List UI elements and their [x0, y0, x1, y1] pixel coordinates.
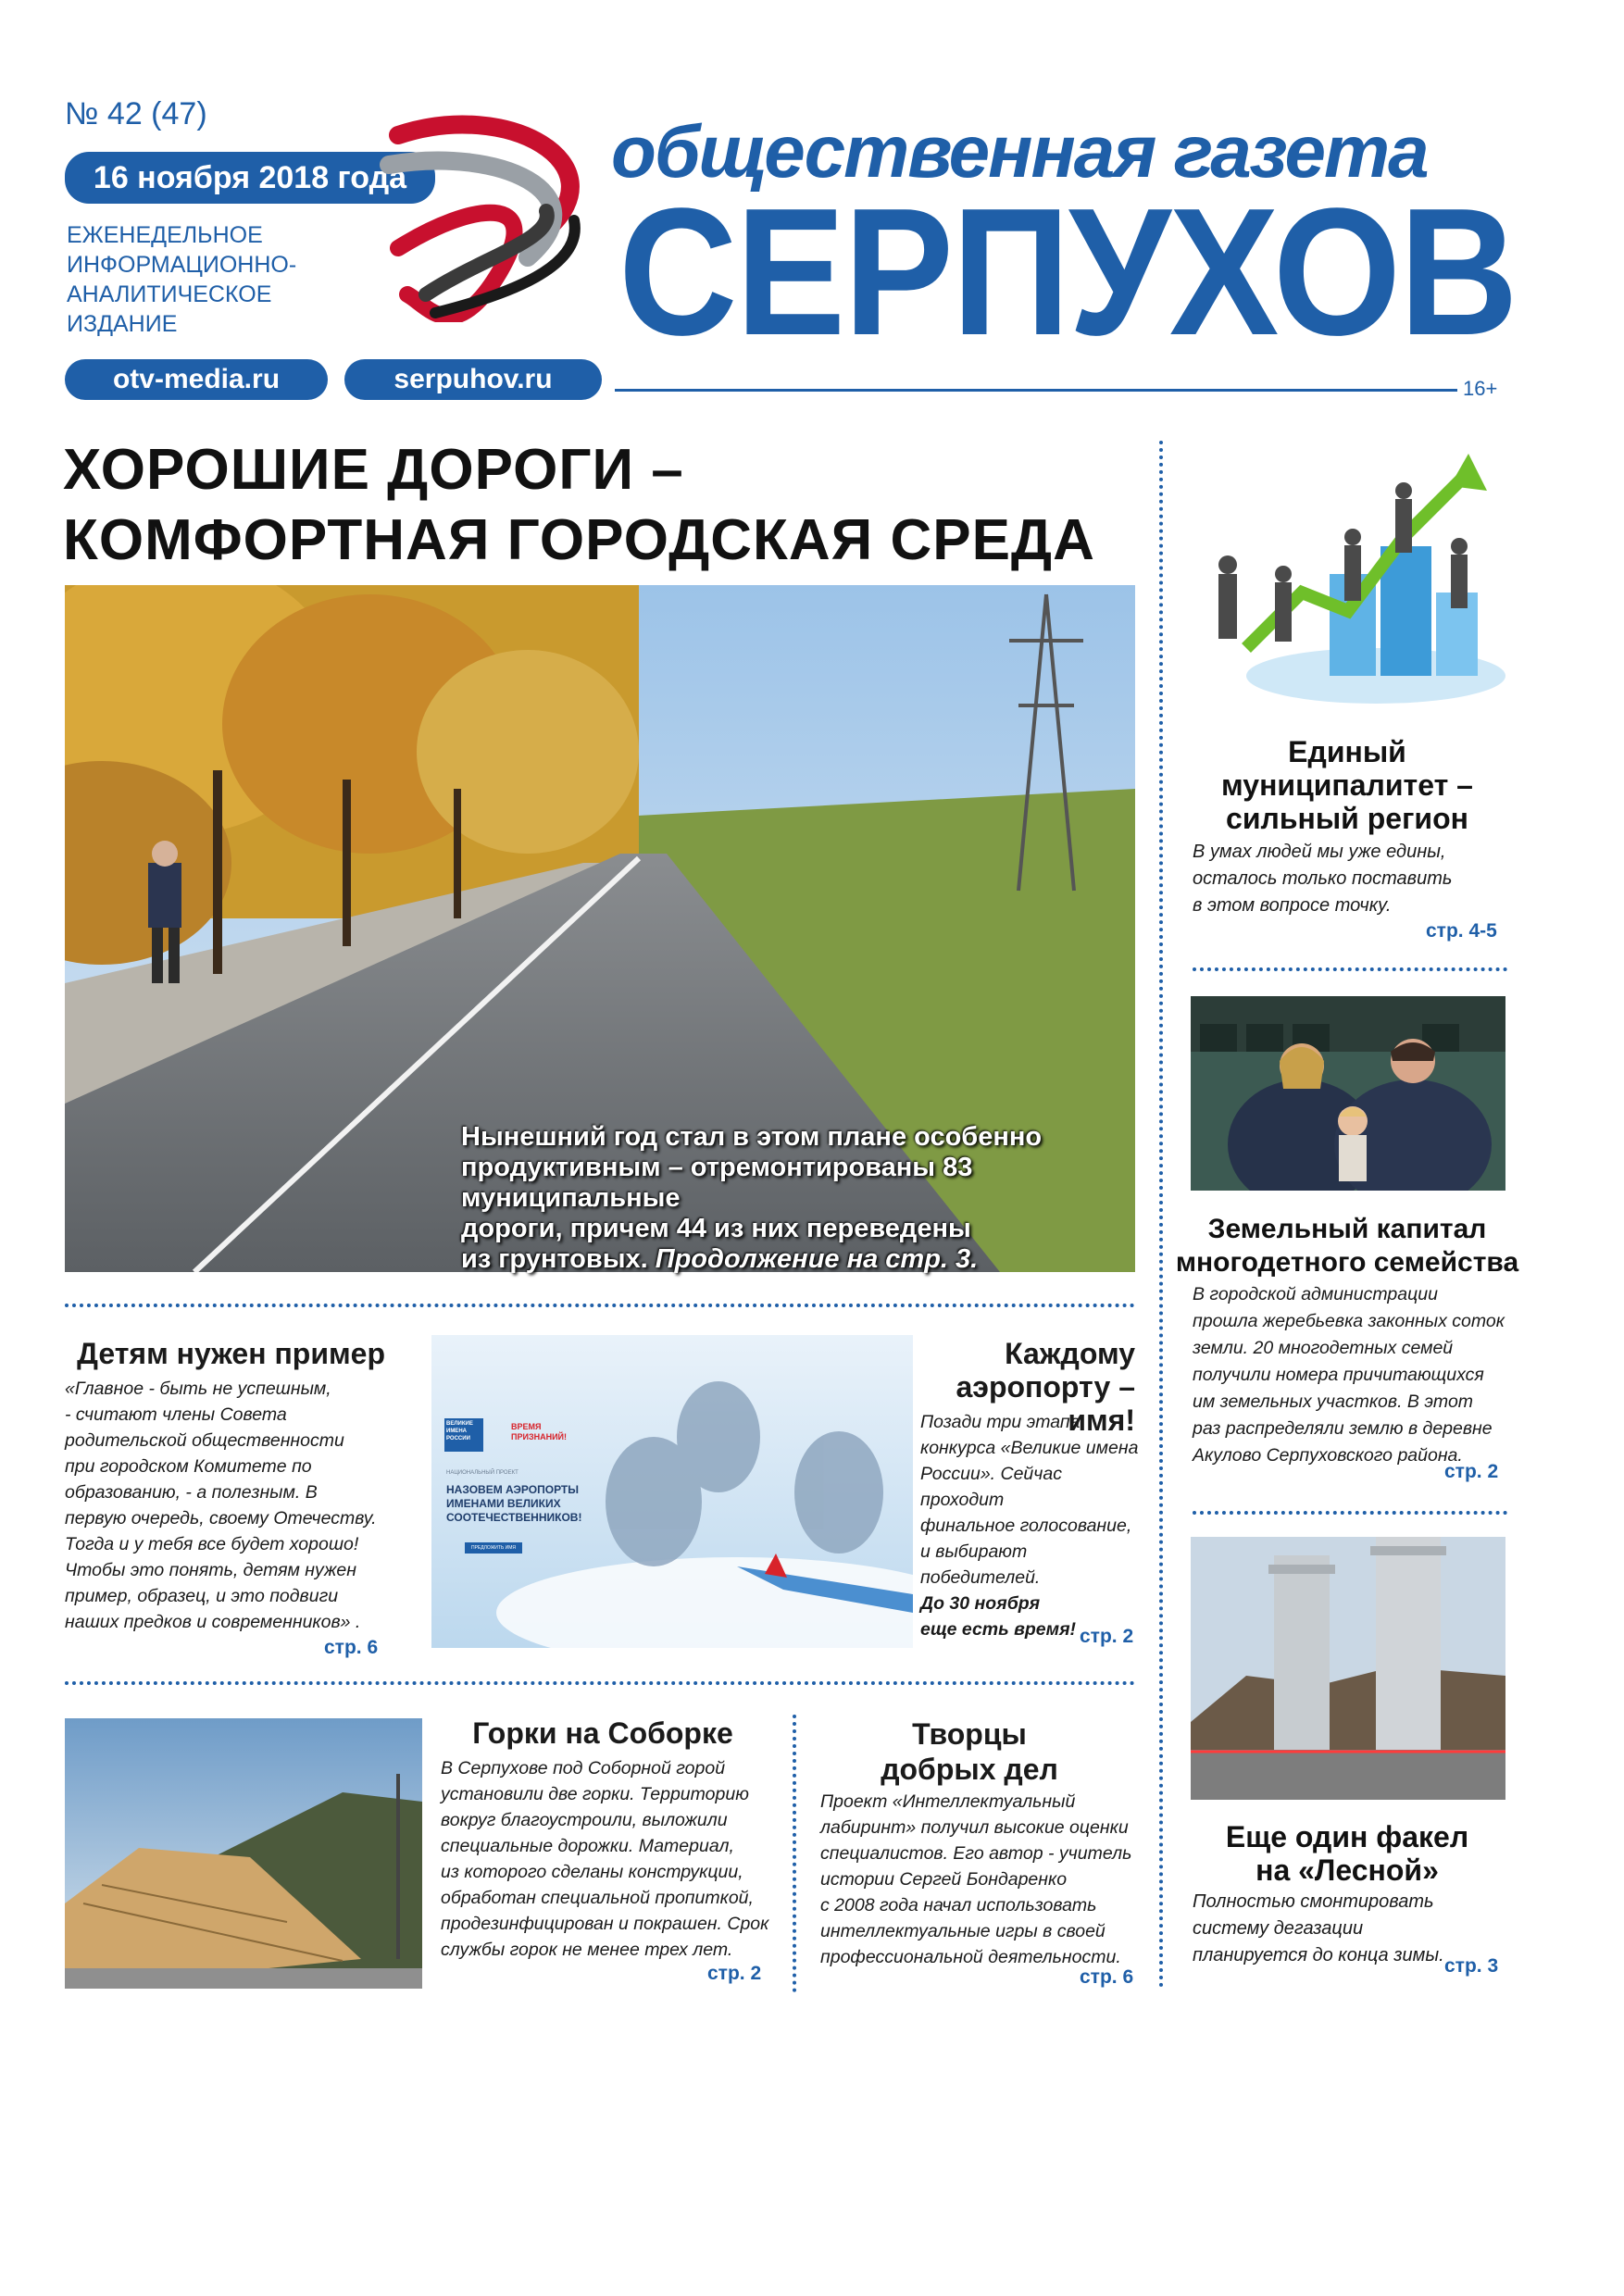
column-separator — [1159, 441, 1163, 1989]
family-photo-illustration — [1191, 996, 1505, 1191]
banner-logo-text: ВЕЛИКИЕ ИМЕНА РОССИИ — [446, 1421, 473, 1441]
side1-summary — [1193, 839, 1507, 919]
airport-line: Позади три этапа — [920, 1412, 1081, 1432]
side1-page-ref[interactable]: стр. 4-5 — [1426, 920, 1497, 942]
site-link-otv-media[interactable]: otv-media.ru — [65, 359, 328, 400]
section-separator — [1193, 967, 1507, 971]
airport-page-ref[interactable]: стр. 2 — [1080, 1626, 1134, 1647]
creators-line: истории Сергей Бондаренко — [820, 1869, 1068, 1890]
banner-headline — [446, 1483, 613, 1525]
example-line: «Главное - быть не успешным, — [65, 1379, 331, 1399]
airport-line: конкурса «Великие имена — [920, 1438, 1139, 1458]
side1-title-line: Единый — [1288, 735, 1406, 768]
example-line: наших предков и современников» . — [65, 1612, 361, 1632]
side2-summary-line: земли. 20 многодетных семей — [1193, 1338, 1454, 1358]
side2-summary — [1193, 1281, 1517, 1469]
side1-illustration-business-growth[interactable] — [1191, 435, 1505, 718]
example-line: Тогда и у тебя все будет хорошо! — [65, 1534, 359, 1554]
slides-line: специальные дорожки. Материал, — [441, 1836, 734, 1856]
publication-kind: ЕЖЕНЕДЕЛЬНОЕ ИНФОРМАЦИОННО-АНАЛИТИЧЕСКОЕ ИЗДАНИЕ — [67, 222, 297, 337]
side1-summary-line: В умах людей мы уже едины, — [1193, 842, 1446, 862]
lead-headline — [63, 435, 1156, 576]
slides-text — [441, 1755, 774, 1963]
airport-title-line: Каждому — [1005, 1337, 1135, 1370]
creators-line: Проект «Интеллектуальный — [820, 1791, 1076, 1812]
section-separator — [1193, 1511, 1507, 1515]
example-title[interactable]: Детям нужен пример — [77, 1337, 385, 1370]
caption-line: Нынешний год стал в этом плане особенно — [461, 1122, 1043, 1152]
creators-title-line: Творцы — [912, 1717, 1027, 1751]
side2-title[interactable] — [1167, 1213, 1528, 1279]
example-page-ref[interactable]: стр. 6 — [324, 1637, 379, 1658]
slides-photo-illustration — [65, 1718, 422, 1989]
airport-line: России». Сейчас проходит — [920, 1464, 1062, 1510]
lead-photo-caption — [461, 1122, 1128, 1275]
creators-page-ref[interactable]: стр. 6 — [1080, 1966, 1134, 1988]
side1-summary-line: в этом вопросе точку. — [1193, 895, 1392, 916]
side2-title-line: Земельный капитал — [1207, 1214, 1487, 1244]
continuation-link[interactable]: Продолжение на стр. 3. — [655, 1244, 979, 1274]
example-line: родительской общественности — [65, 1430, 344, 1451]
slides-title[interactable]: Горки на Соборке — [472, 1716, 733, 1750]
airport-text — [920, 1409, 1143, 1642]
airport-line: и выбирают — [920, 1541, 1028, 1562]
example-line: - считают члены Совета — [65, 1404, 287, 1425]
slides-photo[interactable] — [65, 1718, 422, 1989]
creators-line: с 2008 года начал использовать — [820, 1895, 1097, 1915]
slides-line: продезинфицирован и покрашен. Срок — [441, 1914, 769, 1934]
caption-line: дороги, причем 44 из них переведены — [461, 1214, 971, 1243]
caption-line — [461, 1244, 1128, 1275]
banner-headline-line: НАЗОВЕМ АЭРОПОРТЫ — [446, 1483, 579, 1496]
side2-photo-family[interactable] — [1191, 996, 1505, 1191]
site-link-serpuhov[interactable]: serpuhov.ru — [344, 359, 602, 400]
caption-line: продуктивным – отремонтированы 83 муниципальные — [461, 1153, 973, 1213]
business-growth-graphic — [1191, 435, 1505, 718]
example-text — [65, 1376, 389, 1635]
slides-line: обработан специальной пропиткой, — [441, 1888, 754, 1908]
side2-title-line: многодетного семейства — [1175, 1247, 1519, 1278]
creators-title-line: добрых дел — [881, 1753, 1058, 1786]
creators-line: профессиональной деятельности. — [820, 1947, 1121, 1967]
caption-line-text: из грунтовых. — [461, 1244, 648, 1274]
side2-summary-line: получили номера причитающихся — [1193, 1365, 1484, 1385]
side3-summary-line: систему дегазации — [1193, 1918, 1364, 1939]
creators-line: интеллектуальные игры в своей — [820, 1921, 1106, 1941]
slides-line: службы горок не менее трех лет. — [441, 1940, 733, 1960]
side3-title-line: на «Лесной» — [1255, 1853, 1439, 1887]
side1-title-line: муниципалитет – — [1221, 768, 1473, 802]
masthead-subtitle: общественная газета — [611, 110, 1428, 193]
side3-summary-line: Полностью смонтировать — [1193, 1891, 1434, 1912]
side2-summary-line: В городской администрации — [1193, 1284, 1438, 1304]
airport-banner[interactable] — [431, 1335, 913, 1648]
side3-summary-line: планируется до конца зимы. — [1193, 1945, 1444, 1965]
side2-page-ref[interactable]: стр. 2 — [1444, 1461, 1499, 1482]
side1-summary-line: осталось только поставить — [1193, 868, 1453, 889]
side2-summary-line: прошла жеребьевка законных соток — [1193, 1311, 1505, 1331]
airport-title-line: аэропорту – имя! — [956, 1370, 1135, 1437]
side3-page-ref[interactable]: стр. 3 — [1444, 1955, 1499, 1977]
example-line: пример, образец, и это подвиги — [65, 1586, 339, 1606]
banner-suggest-button[interactable]: ПРЕДЛОЖИТЬ ИМЯ — [465, 1542, 522, 1554]
issue-number: № 42 (47) — [65, 96, 207, 131]
age-rating: 16+ — [1463, 377, 1498, 400]
example-line: при городском Комитете по — [65, 1456, 312, 1477]
side1-title-line: сильный регион — [1226, 802, 1468, 835]
side3-title-line: Еще один факел — [1225, 1820, 1469, 1853]
section-separator — [65, 1304, 1135, 1307]
section-separator — [65, 1681, 1135, 1685]
newspaper-logo-swirl — [370, 109, 620, 322]
slides-line: установили две горки. Территорию — [441, 1784, 749, 1804]
column-separator — [793, 1715, 796, 1992]
example-line: образованию, - а полезным. В — [65, 1482, 318, 1503]
issue-date-badge: 16 ноября 2018 года — [65, 152, 435, 204]
side2-summary-line: им земельных участков. В этот — [1193, 1391, 1474, 1412]
side2-summary-line: Акулово Серпуховского района. — [1193, 1445, 1463, 1466]
example-line: Чтобы это понять, детям нужен — [65, 1560, 356, 1580]
slides-line: из которого сделаны конструкции, — [441, 1862, 743, 1882]
creators-line: специалистов. Его автор - учитель — [820, 1843, 1132, 1864]
gas-flare-illustration — [1191, 1537, 1505, 1800]
banner-headline-line: ИМЕНАМИ ВЕЛИКИХ — [446, 1497, 561, 1510]
slides-line: вокруг благоустроили, выложили — [441, 1810, 728, 1830]
side3-title[interactable] — [1167, 1820, 1528, 1887]
creators-title[interactable] — [807, 1716, 1131, 1787]
creators-line: лабиринт» получил высокие оценки — [820, 1817, 1129, 1838]
masthead-rule — [615, 389, 1457, 392]
banner-tagline: ВРЕМЯ ПРИЗНАНИЙ! — [511, 1422, 568, 1441]
lead-headline-line: КОМФОРТНАЯ ГОРОДСКАЯ СРЕДА — [63, 508, 1095, 572]
side2-summary-line: раз распределяли землю в деревне — [1193, 1418, 1493, 1439]
banner-small-text: НАЦИОНАЛЬНЫЙ ПРОЕКТ — [446, 1470, 518, 1476]
banner-headline-line: СООТЕЧЕСТВЕННИКОВ! — [446, 1511, 582, 1524]
airport-deadline: еще есть время! — [920, 1619, 1077, 1640]
airport-line: победителей. — [920, 1567, 1041, 1588]
side3-photo-gas-flare[interactable] — [1191, 1537, 1505, 1800]
side1-title[interactable] — [1167, 735, 1528, 835]
creators-text — [820, 1789, 1135, 1970]
slides-page-ref[interactable]: стр. 2 — [707, 1963, 762, 1984]
lead-headline-line: ХОРОШИЕ ДОРОГИ – — [63, 438, 684, 502]
masthead-title: СЕРПУХОВ — [618, 169, 1517, 373]
airport-line: финальное голосование, — [920, 1516, 1132, 1536]
airport-deadline: До 30 ноября — [920, 1593, 1041, 1614]
slides-line: В Серпухове под Соборной горой — [441, 1758, 726, 1778]
example-line: первую очередь, своему Отечеству. — [65, 1508, 377, 1529]
